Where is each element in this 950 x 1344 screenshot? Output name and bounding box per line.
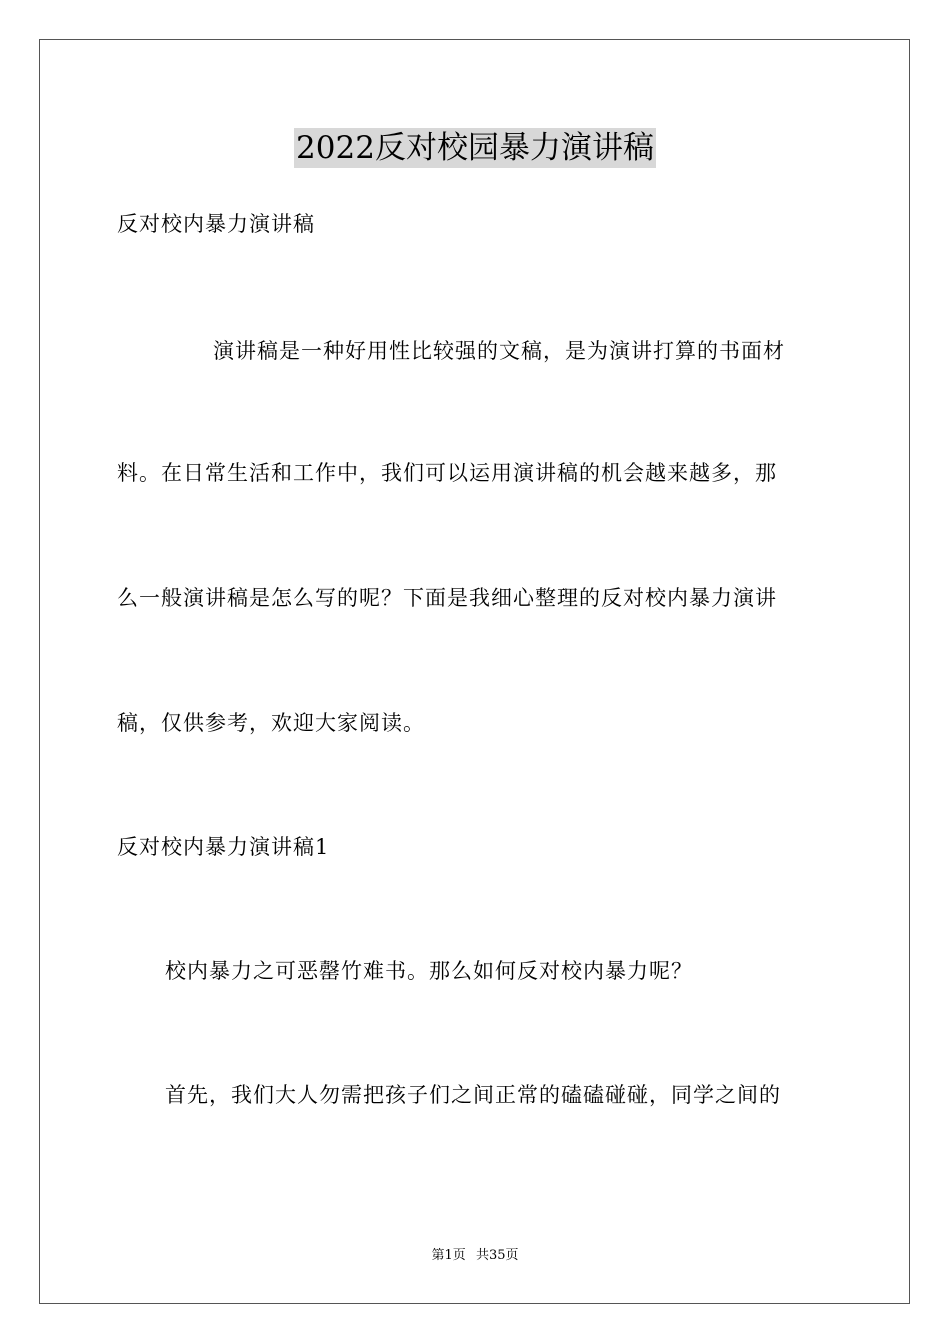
document-title: 2022反对校园暴力演讲稿 [296, 130, 654, 166]
page-number-current: 第1页 [431, 1248, 466, 1263]
section-paragraph-1: 校内暴力之可恶罄竹难书。那么如何反对校内暴力呢？ [165, 959, 693, 983]
paragraph-line-1: 演讲稿是一种好用性比较强的文稿，是为演讲打算的书面材 [213, 339, 785, 363]
document-subtitle: 反对校内暴力演讲稿 [117, 212, 315, 236]
paragraph-line-4: 稿，仅供参考，欢迎大家阅读。 [117, 711, 425, 735]
page-number-total: 共35页 [475, 1248, 519, 1263]
section-paragraph-2: 首先，我们大人勿需把孩子们之间正常的磕磕碰碰，同学之间的 [165, 1083, 781, 1107]
paragraph-line-2: 料。在日常生活和工作中，我们可以运用演讲稿的机会越来越多，那 [117, 461, 777, 485]
paragraph-line-3: 么一般演讲稿是怎么写的呢？下面是我细心整理的反对校内暴力演讲 [117, 586, 777, 610]
page-footer [0, 1247, 950, 1265]
title-container [0, 128, 950, 168]
section-heading: 反对校内暴力演讲稿1 [117, 835, 330, 859]
